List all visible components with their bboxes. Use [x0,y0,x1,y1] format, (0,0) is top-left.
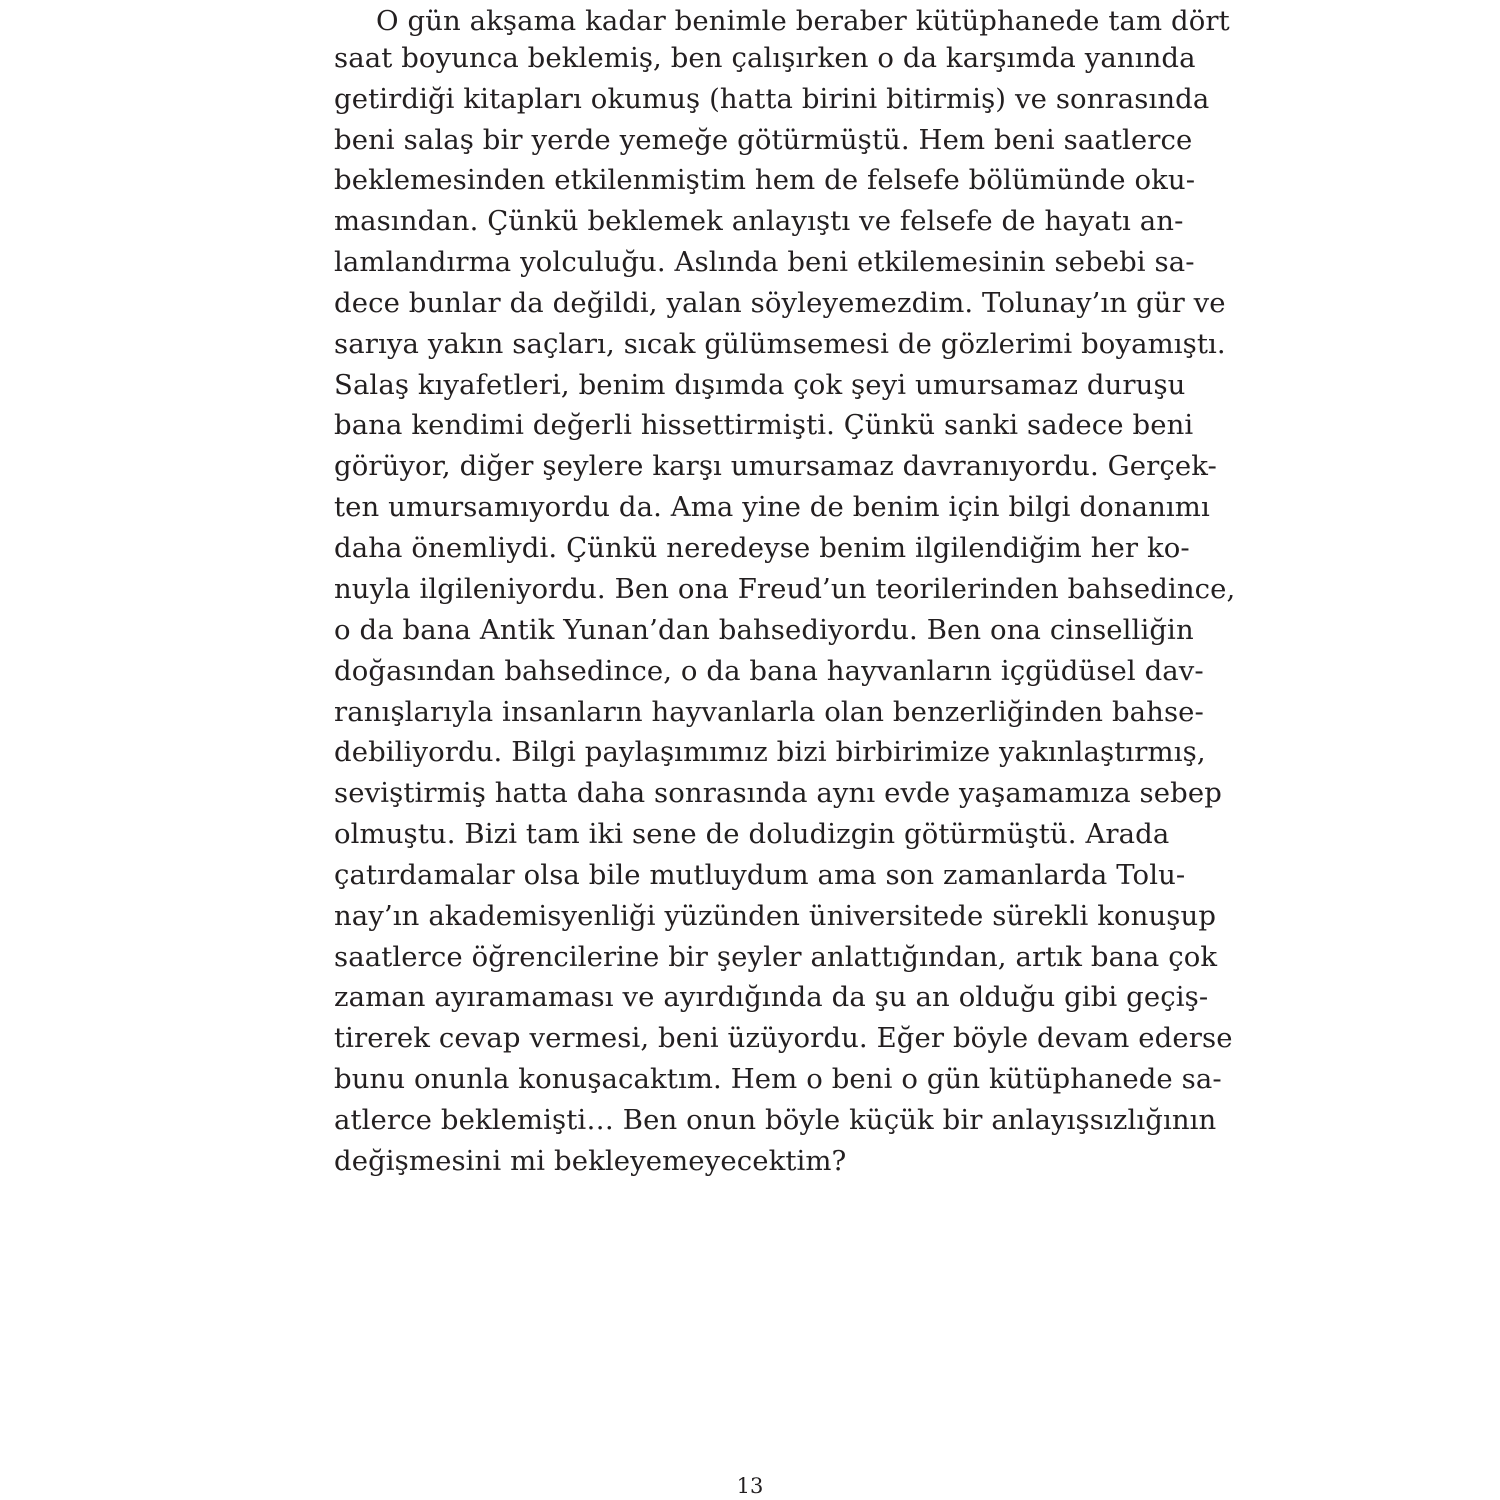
text-line: O gün akşama kadar benimle beraber kütüphanede tam dört [376,5,1230,37]
text-line: beklemesinden etkilenmiştim hem de felsefe bölümünde oku- [334,164,1196,196]
text-line: saatlerce öğrencilerine bir şeyler anlattığından, artık bana çok [334,941,1218,973]
text-line: dece bunlar da değildi, yalan söyleyemezdim. Tolunay’ın gür ve [334,287,1226,319]
text-line: doğasından bahsedince, o da bana hayvanların içgüdüsel dav- [334,655,1204,687]
text-line: getirdiği kitapları okumuş (hatta birini bitirmiş) ve sonrasında [334,83,1210,115]
text-line: tirerek cevap vermesi, beni üzüyordu. Eğer böyle devam ederse [334,1022,1233,1054]
text-line: seviştirmiş hatta daha sonrasında aynı evde yaşamamıza sebep [334,777,1222,809]
text-line: masından. Çünkü beklemek anlayıştı ve felsefe de hayatı an- [334,205,1184,237]
text-line: sarıya yakın saçları, sıcak gülümsemesi de gözlerimi boyamıştı. [334,328,1226,360]
page-number: 13 [736,1474,764,1498]
text-line: nay’ın akademisyenliği yüzünden üniversitede sürekli konuşup [334,900,1217,932]
text-line: zaman ayıramaması ve ayırdığında da şu an olduğu gibi geçiş- [334,981,1209,1013]
text-line: ranışlarıyla insanların hayvanlarla olan benzerliğinden bahse- [334,696,1204,728]
text-line: daha önemliydi. Çünkü neredeyse benim ilgilendiğim her ko- [334,532,1190,564]
text-line: Salaş kıyafetleri, benim dışımda çok şeyi umursamaz duruşu [334,369,1186,401]
text-line: görüyor, diğer şeylere karşı umursamaz davranıyordu. Gerçek- [334,450,1217,482]
text-line: nuyla ilgileniyordu. Ben ona Freud’un teorilerinden bahsedince, [334,573,1236,605]
text-line: bana kendimi değerli hissettirmişti. Çünkü sanki sadece beni [334,409,1194,441]
text-line: o da bana Antik Yunan’dan bahsediyordu. Ben ona cinselliğin [334,614,1194,646]
text-line: atlerce beklemişti… Ben onun böyle küçük bir anlayışsızlığının [334,1104,1217,1136]
text-line: beni salaş bir yerde yemeğe götürmüştü. Hem beni saatlerce [334,124,1193,156]
text-line: çatırdamalar olsa bile mutluydum ama son zamanlarda Tolu- [334,859,1186,891]
text-line: ten umursamıyordu da. Ama yine de benim için bilgi donanımı [334,491,1210,523]
text-line: bunu onunla konuşacaktım. Hem o beni o gün kütüphanede sa- [334,1063,1222,1095]
text-line: değişmesini mi bekleyemeyecektim? [334,1145,847,1177]
text-line: saat boyunca beklemiş, ben çalışırken o da karşımda yanında [334,42,1196,74]
text-line: debiliyordu. Bilgi paylaşımımız bizi birbirimize yakınlaştırmış, [334,736,1206,768]
text-line: olmuştu. Bizi tam iki sene de doludizgin götürmüştü. Arada [334,818,1170,850]
text-line: lamlandırma yolculuğu. Aslında beni etkilemesinin sebebi sa- [334,246,1195,278]
